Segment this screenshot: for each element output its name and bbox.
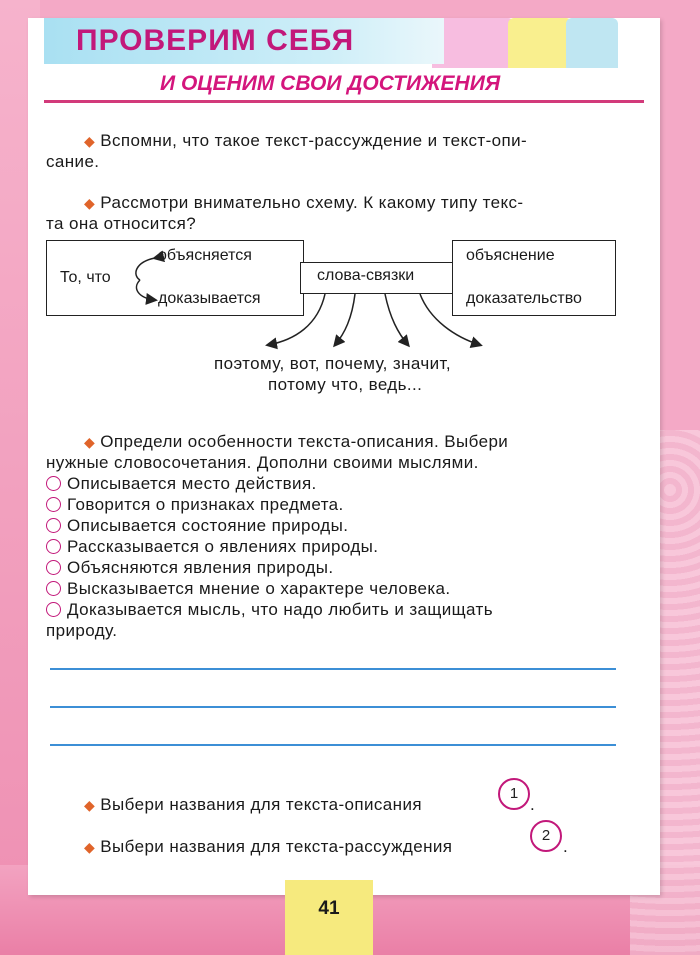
option-circle-icon[interactable] xyxy=(46,476,61,491)
answer-marker-1: 1 xyxy=(498,778,530,810)
scheme-left-top: объясняется xyxy=(158,247,252,264)
diamond-bullet-icon: ◆ xyxy=(84,434,96,450)
period-mark: . xyxy=(563,837,569,856)
scheme-right-bottom: доказательство xyxy=(466,290,582,307)
scheme-arrows xyxy=(0,0,700,400)
fork-arrow-bottom xyxy=(136,280,155,300)
option-item[interactable]: Говорится о признаках предмета. xyxy=(46,494,344,515)
task-2-line-1: ◆ Рассмотри внимательно схему. К какому типу текс- xyxy=(84,193,524,212)
writing-line[interactable] xyxy=(50,668,616,670)
option-continuation: природу. xyxy=(46,621,118,640)
task-2-line-2: та она относится? xyxy=(46,214,197,233)
diamond-bullet-icon: ◆ xyxy=(84,839,96,855)
option-circle-icon[interactable] xyxy=(46,539,61,554)
diamond-bullet-icon: ◆ xyxy=(84,133,96,149)
diamond-bullet-icon: ◆ xyxy=(84,797,96,813)
option-item[interactable]: Описывается состояние природы. xyxy=(46,515,348,536)
scheme-center-label: слова-связки xyxy=(317,267,415,284)
option-item[interactable]: Описывается место действия. xyxy=(46,473,317,494)
task-1-line-2: сание. xyxy=(46,152,100,171)
connectors-line-2: потому что, ведь... xyxy=(268,375,423,394)
task-5: ◆ Выбери названия для текста-рассуждения xyxy=(84,837,453,856)
connectors-line-1: поэтому, вот, почему, значит, xyxy=(214,354,451,373)
answer-marker-2: 2 xyxy=(530,820,562,852)
task-4: ◆ Выбери названия для текста-описания xyxy=(84,795,422,814)
scheme-left-bottom: доказывается xyxy=(158,290,261,307)
option-circle-icon[interactable] xyxy=(46,560,61,575)
scheme-right-top: объяснение xyxy=(466,247,555,264)
page-number: 41 xyxy=(285,880,373,955)
connector-arrow-2 xyxy=(335,294,355,345)
option-circle-icon[interactable] xyxy=(46,602,61,617)
connector-arrow-3 xyxy=(385,294,408,345)
diamond-bullet-icon: ◆ xyxy=(84,195,96,211)
connector-arrow-4 xyxy=(420,294,480,345)
option-item[interactable]: Высказывается мнение о характере человека. xyxy=(46,578,451,599)
option-item[interactable]: Доказывается мысль, что надо любить и защищать xyxy=(46,599,493,620)
option-item[interactable]: Объясняются явления природы. xyxy=(46,557,334,578)
connector-arrow-1 xyxy=(268,294,325,345)
option-item[interactable]: Рассказывается о явлениях природы. xyxy=(46,536,378,557)
task-3-line-2: нужные словосочетания. Дополни своими мыслями. xyxy=(46,453,479,472)
writing-line[interactable] xyxy=(50,744,616,746)
page-subtitle: И ОЦЕНИМ СВОИ ДОСТИЖЕНИЯ xyxy=(160,72,501,95)
scheme-left-start: То, что xyxy=(60,269,111,286)
option-circle-icon[interactable] xyxy=(46,518,61,533)
period-mark: . xyxy=(530,795,536,814)
writing-line[interactable] xyxy=(50,706,616,708)
page-title: ПРОВЕРИМ СЕБЯ xyxy=(76,24,355,57)
task-1-line-1: ◆ Вспомни, что такое текст-рассуждение и текст-опи- xyxy=(84,131,528,150)
task-3-line-1: ◆ Определи особенности текста-описания. Выбери xyxy=(84,432,509,451)
option-circle-icon[interactable] xyxy=(46,581,61,596)
option-circle-icon[interactable] xyxy=(46,497,61,512)
fork-arrow-top xyxy=(136,258,155,280)
